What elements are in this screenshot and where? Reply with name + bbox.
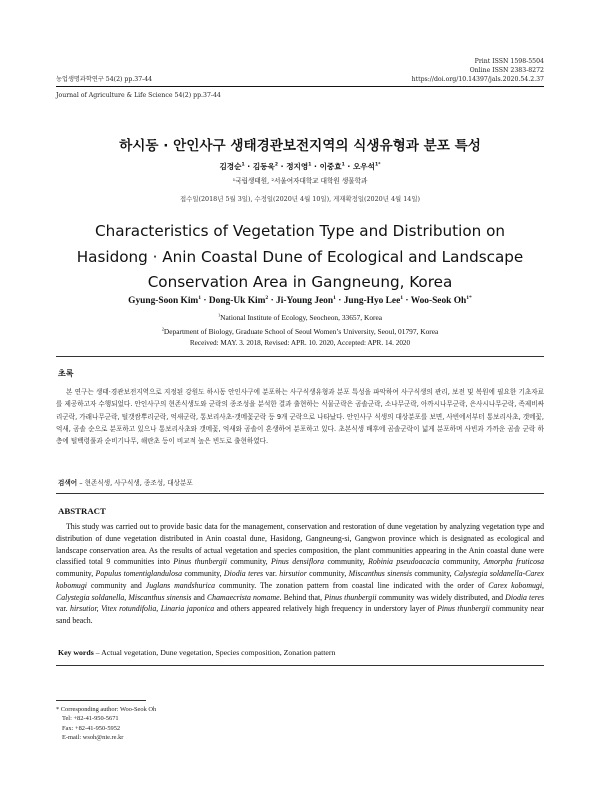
author-1: Gyung-Soon Kim$^1$ [128,294,202,306]
species-name: Chamaecrista nomame [206,592,280,602]
online-issn: Online ISSN 2383-8272 [469,67,544,74]
species-name: Pinus densiflora [270,557,325,567]
author-4: Jung-Hyo Lee$^1$ [343,294,404,306]
abstract-text: community and [86,580,146,590]
section-rule [56,665,544,666]
section-rule [56,356,544,357]
abstract-body [56,521,544,627]
author-5: Woo-Seok $Oh^{1*}$ [410,294,472,306]
english-keywords [58,648,335,657]
english-authors: Gyung-Soon Kim$^1$ · Dong-Uk Kim$^2$ · Ji-Young Jeon$^1$ · Jung-Hyo Lee$^1$ · Woo-Seok $Oh^{1*}$ [128,294,472,306]
abstract-text: . Behind that, [279,592,325,602]
species-name: Carex kobomugi, Calystegia soldanella, Miscanthus sinensis [56,580,544,602]
abstract-text: community was widely distributed, and [376,592,506,602]
species-name: Diodia teres [505,592,544,602]
korean-abstract-body: 본 연구는 생태·경관보전지역으로 지정된 강원도 하시동 안인사구에 분포하는 사구식생유형과 분포 특성을 파악하여 사구식생의 관리, 보전 및 복원에 필요한 기초자료를 제공하고자 수행되었다. 안인사구의 현존식생도와 군락의 종조성을 분석한 결과 출현하는 식물군락은 곰솔군락, 소나무군락, 아까시나무군락, 은사시나무군락, 족제비싸리군락, 가래나무군락, 털갯쌈뿌리군락, 억새군락, 통보리사초-갯메꽃군락 등 9개 군락으로 나타났다. 안인사구 식생의 대상분포를 보면, 사빈에서부터 통보리사초, 갯메꽃, 억새, 곰솔 순으로 분포하고 있으나 통보리사초와 갯메꽃, 억새와 곰솔이 혼생하여 분포하고 있다. 초본식생 배후에 곰솔군락이 넓게 분포하며 사빈과 가까운 곰솔 군락 하층에 털백령풀과 순비기나무, 해란초 등이 비교적 높은 빈도로 출현하였다. [56,388,544,446]
species-name: Calystegia soldanella-Carex kobomugi [56,569,545,590]
korean-keywords-label: 검색어 [58,479,78,487]
species-name: hirsutior [279,569,307,578]
author-5: 오우석$^{1*}$ [352,162,381,171]
korean-abstract-heading: 초록 [58,369,74,378]
author-3: 정지영$^1$ [286,162,312,171]
english-title-line: Characteristics of Vegetation Type and Distribution on [94,222,506,240]
species-name: Pinus thunbergii [324,592,377,602]
journal-korean: 농업생명과학연구 54(2) pp.37-44 [56,76,153,83]
header-rule [56,86,544,87]
abstract-text: community, [324,557,369,567]
affiliation-2: $^2$Department of Biology, Graduate School of Seoul Women’s University, Seoul, 01797, Korea [161,326,439,336]
species-name: Pinus thunbergii [437,604,490,614]
species-name: Populus tomentiglandulosa [95,569,183,578]
abstract-text: community, [56,569,96,578]
english-title-line: Hasidong · Anin Coastal Dune of Ecological and Landscape [76,247,524,266]
section-rule [56,493,544,494]
abstract-text: and [191,592,207,602]
fax: Fax: +82-41-950-5952 [62,724,121,732]
abstract-text: community, [439,557,484,567]
english-keywords-label: Key words [58,648,94,657]
english-dates: Received: MAY. 3. 2018, Revised: APR. 10. 2020, Accepted: APR. 14. 2020 [189,339,411,347]
species-name: Juglans mandshurica [145,580,216,590]
journal-english: Journal of Agriculture & Life Science 54(2) pp.37-44 [56,92,221,99]
doi-link[interactable]: https://doi.org/10.14397/jals.2020.54.2.37 [411,76,544,83]
korean-title: 하시동 · 안인사구 생태경관보전지역의 식생유형과 분포 특성 [119,138,481,154]
author-4: 이중효$^1$ [319,162,345,171]
species-name: Pinus thunbergii [173,557,227,567]
author-1: 김경순$^1$ [219,162,245,171]
abstract-text: community, [306,569,349,578]
abstract-text: var. [56,604,71,614]
abstract-heading: ABSTRACT [58,506,106,516]
english-title [40,219,560,296]
species-name: Miscanthus sinensis [348,569,413,578]
species-name: hirsutior, Vitex rotundifolia, Linaria japonica [70,604,215,614]
korean-authors: 김경순$^1$ · 김동욱$^2$ · 정지영$^1$ · 이중효$^1$ · 오우석$^{1*}$ [219,162,381,171]
author-3: Ji-Young Jeon$^1$ [276,294,336,306]
korean-dates: 접수일(2018년 5월 3일), 수정일(2020년 4월 10일), 게재확정일(2020년 4월 14일) [179,195,421,203]
issn-block [412,57,544,84]
print-issn: Print ISSN 1598-5504 [474,58,544,65]
english-keywords-list: – Actual vegetation, Dune vegetation, Species composition, Zonation pattern [95,648,336,657]
abstract-text: community, [182,569,224,578]
footnote-rule [56,700,146,701]
author-2: 김동욱$^2$ [252,162,279,171]
abstract-text: community, [412,569,454,578]
species-name: Amorpha fruticosa [483,557,545,567]
abstract-text: var. [263,569,280,578]
korean-keywords [58,477,193,487]
english-title-line: Conservation Area in Gangneung, Korea [147,273,453,291]
abstract-text: community near sand beach. [56,604,545,625]
corresponding-author: * Corresponding author: Woo-Seok Oh [56,706,157,713]
tel: Tel: +82-41-950-5671 [62,715,119,723]
affiliation-1: $^1$National Institute of Ecology, Seocheon, 33657, Korea [217,312,383,322]
correspondence-footnote [56,705,256,743]
english-affiliation [0,311,600,339]
species-name: Robinia pseudoacacia [368,557,440,567]
species-name: Diodia teres [223,569,264,578]
email[interactable]: E-mail: wsoh@nie.re.kr [62,734,124,742]
abstract-text: and others appeared relatively high frequency in understory layer of [214,604,438,614]
korean-affiliation: ¹국립생태원, ²서울여자대학교 대학원 생물학과 [232,177,368,185]
abstract-text: community. The zonation pattern from coastal line indicated with the order of [215,580,489,590]
abstract-text: community, [226,557,271,567]
author-2: Dong-Uk Kim$^2$ [208,294,269,306]
abstract-text: This study was carried out to provide basic data for the management, conservation and restoration of dune vegetation by analyzing vegetation type and distribution of dune vegetation distributed in Anin coastal dune, Hasidong, Gangneung-si, Gangwon province which is designated as ecological and landscape conservation area. As the results of actual vegetation and species composition, the plant communities appearing in the Anin coastal dune were classified total 9 communities into [56,522,544,567]
korean-keywords-list: – 현존식생, 사구식생, 종조성, 대상분포 [79,479,193,487]
